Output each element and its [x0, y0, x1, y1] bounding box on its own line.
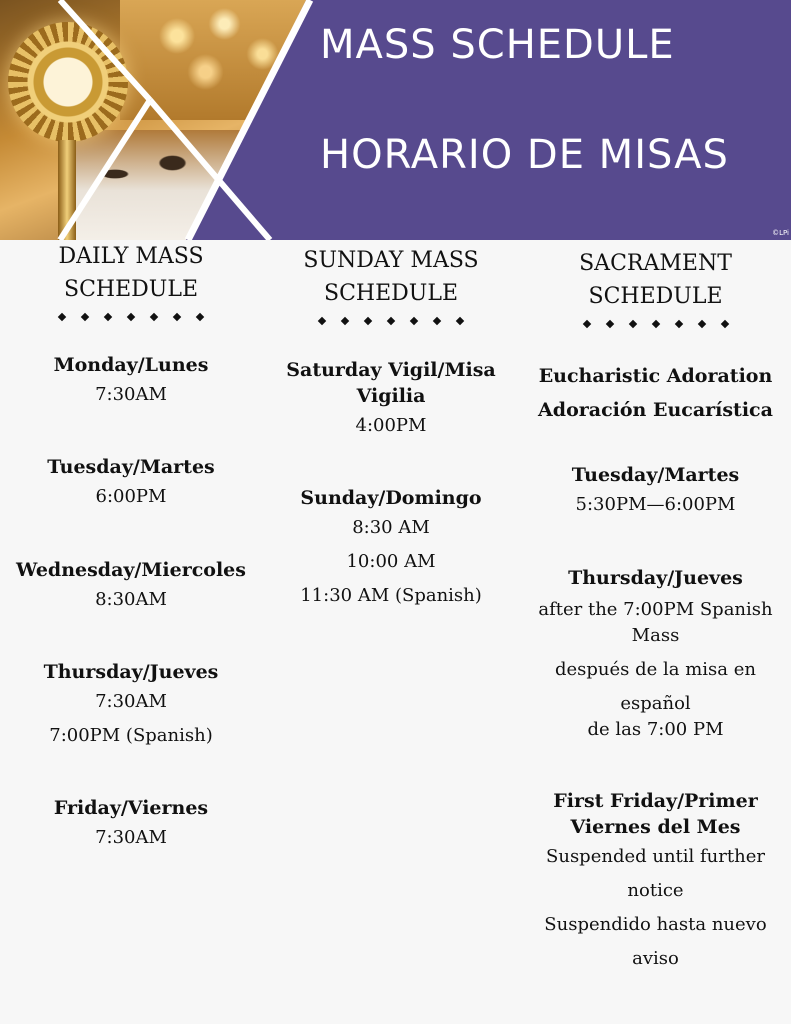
diamond-icon	[58, 313, 66, 321]
diamond-icon	[433, 317, 441, 325]
mass-time: 4:00PM	[355, 415, 427, 436]
sunday-heading-line1: SUNDAY MASS	[303, 248, 479, 273]
diamond-icon	[720, 320, 728, 328]
sacrament-heading-line2: SCHEDULE	[588, 284, 723, 309]
daily-entry-wednesday	[0, 557, 262, 617]
adoration-time: 5:30PM—6:00PM	[575, 494, 736, 515]
monstrance-stem	[58, 140, 76, 240]
sunday-heading	[262, 244, 520, 324]
daily-entry-friday	[0, 795, 262, 855]
diamond-icon	[81, 313, 89, 321]
diamond-icon	[173, 313, 181, 321]
diamond-icon	[456, 317, 464, 325]
adoration-spanish: Adoración Eucarística	[538, 399, 773, 421]
day-label: Saturday Vigil/Misa	[286, 359, 496, 381]
mass-time: 7:30AM	[95, 827, 167, 848]
thursday-note-spanish-line3: de las 7:00 PM	[587, 719, 724, 740]
diamond-divider	[262, 318, 520, 324]
title-spanish: HORARIO DE MISAS	[320, 132, 729, 178]
diamond-icon	[410, 317, 418, 325]
day-label: Friday/Viernes	[53, 797, 209, 819]
diamond-icon	[674, 320, 682, 328]
monstrance-icon	[8, 22, 128, 142]
day-label: Sunday/Domingo	[300, 487, 482, 509]
daily-heading-line2: SCHEDULE	[64, 277, 198, 302]
day-label: Thursday/Jueves	[568, 567, 743, 589]
diamond-icon	[341, 317, 349, 325]
diamond-icon	[364, 317, 372, 325]
thursday-note-spanish-line1: después de la misa en	[554, 659, 756, 680]
thursday-note-spanish-line2: español	[620, 693, 691, 714]
mass-time: 8:30 AM	[352, 517, 430, 538]
friday-note-spanish-line1: Suspendido hasta nuevo	[544, 914, 767, 935]
daily-entry-thursday	[0, 659, 262, 753]
diamond-icon	[605, 320, 613, 328]
diamond-divider	[520, 321, 791, 327]
day-label: Tuesday/Martes	[47, 456, 215, 478]
copyright-mark: ©LPi	[772, 229, 789, 237]
mass-time: 11:30 AM (Spanish)	[300, 585, 482, 606]
daily-entry-tuesday	[0, 454, 262, 514]
mass-time: 7:30AM	[95, 691, 167, 712]
mass-time: 7:30AM	[95, 384, 167, 405]
day-label: First Friday/Primer	[553, 790, 758, 812]
mass-time: 8:30AM	[95, 589, 167, 610]
diamond-icon	[127, 313, 135, 321]
diamond-icon	[387, 317, 395, 325]
day-label: Wednesday/Miercoles	[16, 559, 246, 581]
diamond-icon	[318, 317, 326, 325]
daily-heading-line1: DAILY MASS	[58, 244, 204, 269]
sacrament-entry-first-friday	[520, 788, 791, 976]
friday-note-english-line1: Suspended until further	[546, 846, 765, 867]
mass-time: 10:00 AM	[346, 551, 436, 572]
title-english: MASS SCHEDULE	[320, 22, 675, 68]
day-label: Tuesday/Martes	[571, 464, 740, 486]
sacrament-entry-thursday	[520, 565, 791, 743]
day-label: Viernes del Mes	[570, 816, 741, 838]
sunday-entry-sunday	[262, 485, 520, 613]
diamond-icon	[582, 320, 590, 328]
diamond-icon	[697, 320, 705, 328]
diamond-icon	[104, 313, 112, 321]
sunday-entry-vigil	[262, 357, 520, 443]
mass-time: 7:00PM (Spanish)	[49, 725, 213, 746]
diamond-icon	[196, 313, 204, 321]
friday-note-spanish-line2: aviso	[632, 948, 679, 969]
diamond-divider	[0, 314, 262, 320]
diamond-icon	[651, 320, 659, 328]
day-label: Monday/Lunes	[53, 354, 209, 376]
diamond-icon	[628, 320, 636, 328]
thursday-note-english-line1: after the 7:00PM Spanish	[538, 599, 773, 620]
mass-time: 6:00PM	[95, 486, 167, 507]
adoration-title	[520, 359, 791, 427]
thursday-note-english-line2: Mass	[631, 625, 680, 646]
friday-note-english-line2: notice	[627, 880, 684, 901]
diamond-icon	[150, 313, 158, 321]
daily-heading	[0, 240, 262, 320]
sunday-heading-line2: SCHEDULE	[324, 281, 458, 306]
day-label: Thursday/Jueves	[43, 661, 219, 683]
day-label: Vigilia	[356, 385, 426, 407]
daily-entry-monday	[0, 352, 262, 412]
sacrament-entry-tuesday	[520, 462, 791, 522]
header-banner	[0, 0, 791, 240]
adoration-english: Eucharistic Adoration	[538, 365, 773, 387]
sacrament-heading	[520, 247, 791, 327]
sacrament-heading-line1: SACRAMENT	[579, 251, 732, 276]
